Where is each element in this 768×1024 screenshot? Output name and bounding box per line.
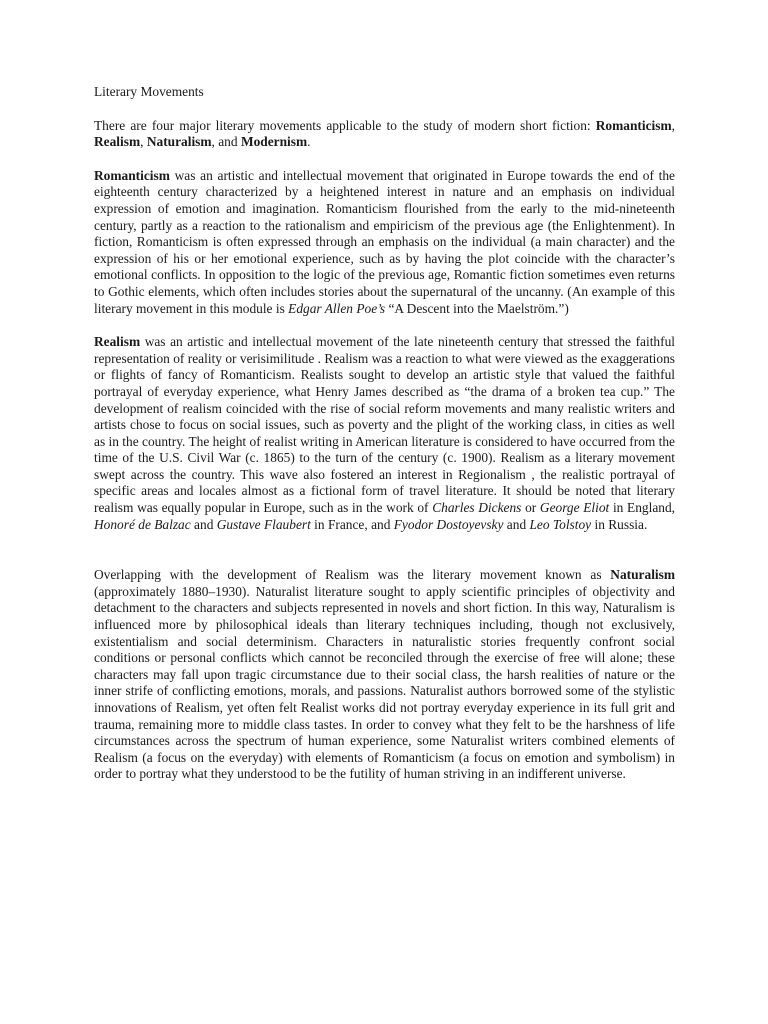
intro-text: There are four major literary movements applicable to the study of modern short fiction:	[94, 117, 596, 133]
term-romanticism: Romanticism	[595, 117, 672, 133]
document-page	[94, 84, 675, 800]
author-balzac: Honoré de Balzac	[94, 516, 191, 532]
romanticism-paragraph	[94, 168, 675, 317]
separator: , and	[211, 134, 241, 150]
author-tolstoy: Leo Tolstoy	[529, 516, 592, 532]
romanticism-author: Edgar Allen Poe’s	[288, 300, 386, 316]
separator: .	[307, 134, 311, 150]
term-realism: Realism	[94, 134, 141, 150]
document-title: Literary Movements	[94, 84, 204, 99]
author-flaubert: Gustave Flaubert	[216, 516, 311, 532]
romanticism-text: was an artistic and intellectual movement that originated in Europe towards the end of the eighteenth century characterized by a heightened interest in nature and an emphasis on individual expression of emotion and imagination. Romanticism flourished from the early to the mid-nineteenth century, partly as a reaction to the rationalism and empiricism of the previous age (the Enlightenment). In fiction, Romanticism is often expressed through an emphasis on the individual (a main character) and the expression of his or her emotional experience, such as by having the plot coincide with the character’s emotional conflicts. In opposition to the logic of the previous age, Romantic fiction sometimes even returns to Gothic elements, which often includes stories about the supernatural of the uncanny. (An example of this literary movement in this module is	[94, 167, 675, 316]
author-dickens: Charles Dickens	[432, 500, 522, 516]
naturalism-paragraph	[94, 567, 675, 783]
romanticism-term: Romanticism	[94, 167, 170, 183]
author-eliot: George Eliot	[539, 500, 610, 516]
separator: ,	[140, 134, 147, 150]
intro-paragraph	[94, 118, 675, 151]
separator: and	[503, 516, 530, 532]
naturalism-term: Naturalism	[610, 567, 675, 583]
separator: in England,	[609, 500, 676, 516]
realism-text: was an artistic and intellectual movement of the late nineteenth century that stressed the faithful representation of reality or verisimilitude . Realism was a reaction to what were viewed as the exaggerations or flights of fancy of Romanticism. Realists sought to develop an artistic style that valued the faithful portrayal of everyday experience, what Henry James described as “the drama of a broken tea cup.” The development of realism coincided with the rise of social reform movements and many realistic writers and artists chose to focus on social issues, such as poverty and the plight of the working class, in cities as well as in the country. The height of realist writing in American literature is considered to have occurred from the time of the U.S. Civil War (c. 1865) to the turn of the century (c. 1900). Realism as a literary movement swept across the country. This wave also fostered an interest in Regionalism , the realistic portrayal of specific areas and locales almost as a fictional form of travel literature. It should be noted that literary realism was equally popular in Europe, such as in the work of	[94, 334, 675, 516]
separator: and	[190, 516, 217, 532]
separator: in Russia.	[591, 516, 648, 532]
naturalism-text: (approximately 1880–1930). Naturalist literature sought to apply scientific principles of objectivity and detachment to the characters and subjects represented in novels and short fiction. In this way, Naturalism is influenced more by philosophical ideals than literary techniques including, though not exclusively, existentialism and social determinism. Characters in naturalistic stories frequently confront social conditions or personal conflicts which cannot be reconciled through the exercise of free will alone; these characters may fall upon tragic circumstance due to their social class, the harsh realities of nature or the inner strife of conflicting emotions, morals, and passions. Naturalist authors borrowed some of the stylistic innovations of Realism, yet often felt Realist works did not portray everyday experience in its full grit and trauma, remaining more to middle class tastes. In order to convey what they felt to be the harshness of life circumstances across the spectrum of human experience, some Naturalist writers combined elements of Realism (a focus on the everyday) with elements of Romanticism (a focus on emotion and symbolism) in order to portray what they understood to be the futility of human striving in an indifferent universe.	[94, 583, 675, 782]
author-dostoyevsky: Fyodor Dostoyevsky	[393, 516, 504, 532]
term-modernism: Modernism	[240, 134, 308, 150]
term-naturalism: Naturalism	[146, 134, 212, 150]
separator: in France, and	[310, 516, 394, 532]
realism-term: Realism	[94, 334, 141, 350]
realism-paragraph	[94, 334, 675, 533]
separator: ,	[671, 117, 675, 133]
naturalism-intro: Overlapping with the development of Realism was the literary movement known as	[94, 567, 611, 583]
romanticism-text-end: “A Descent into the Maelström.”)	[385, 300, 569, 316]
separator: or	[521, 500, 540, 516]
